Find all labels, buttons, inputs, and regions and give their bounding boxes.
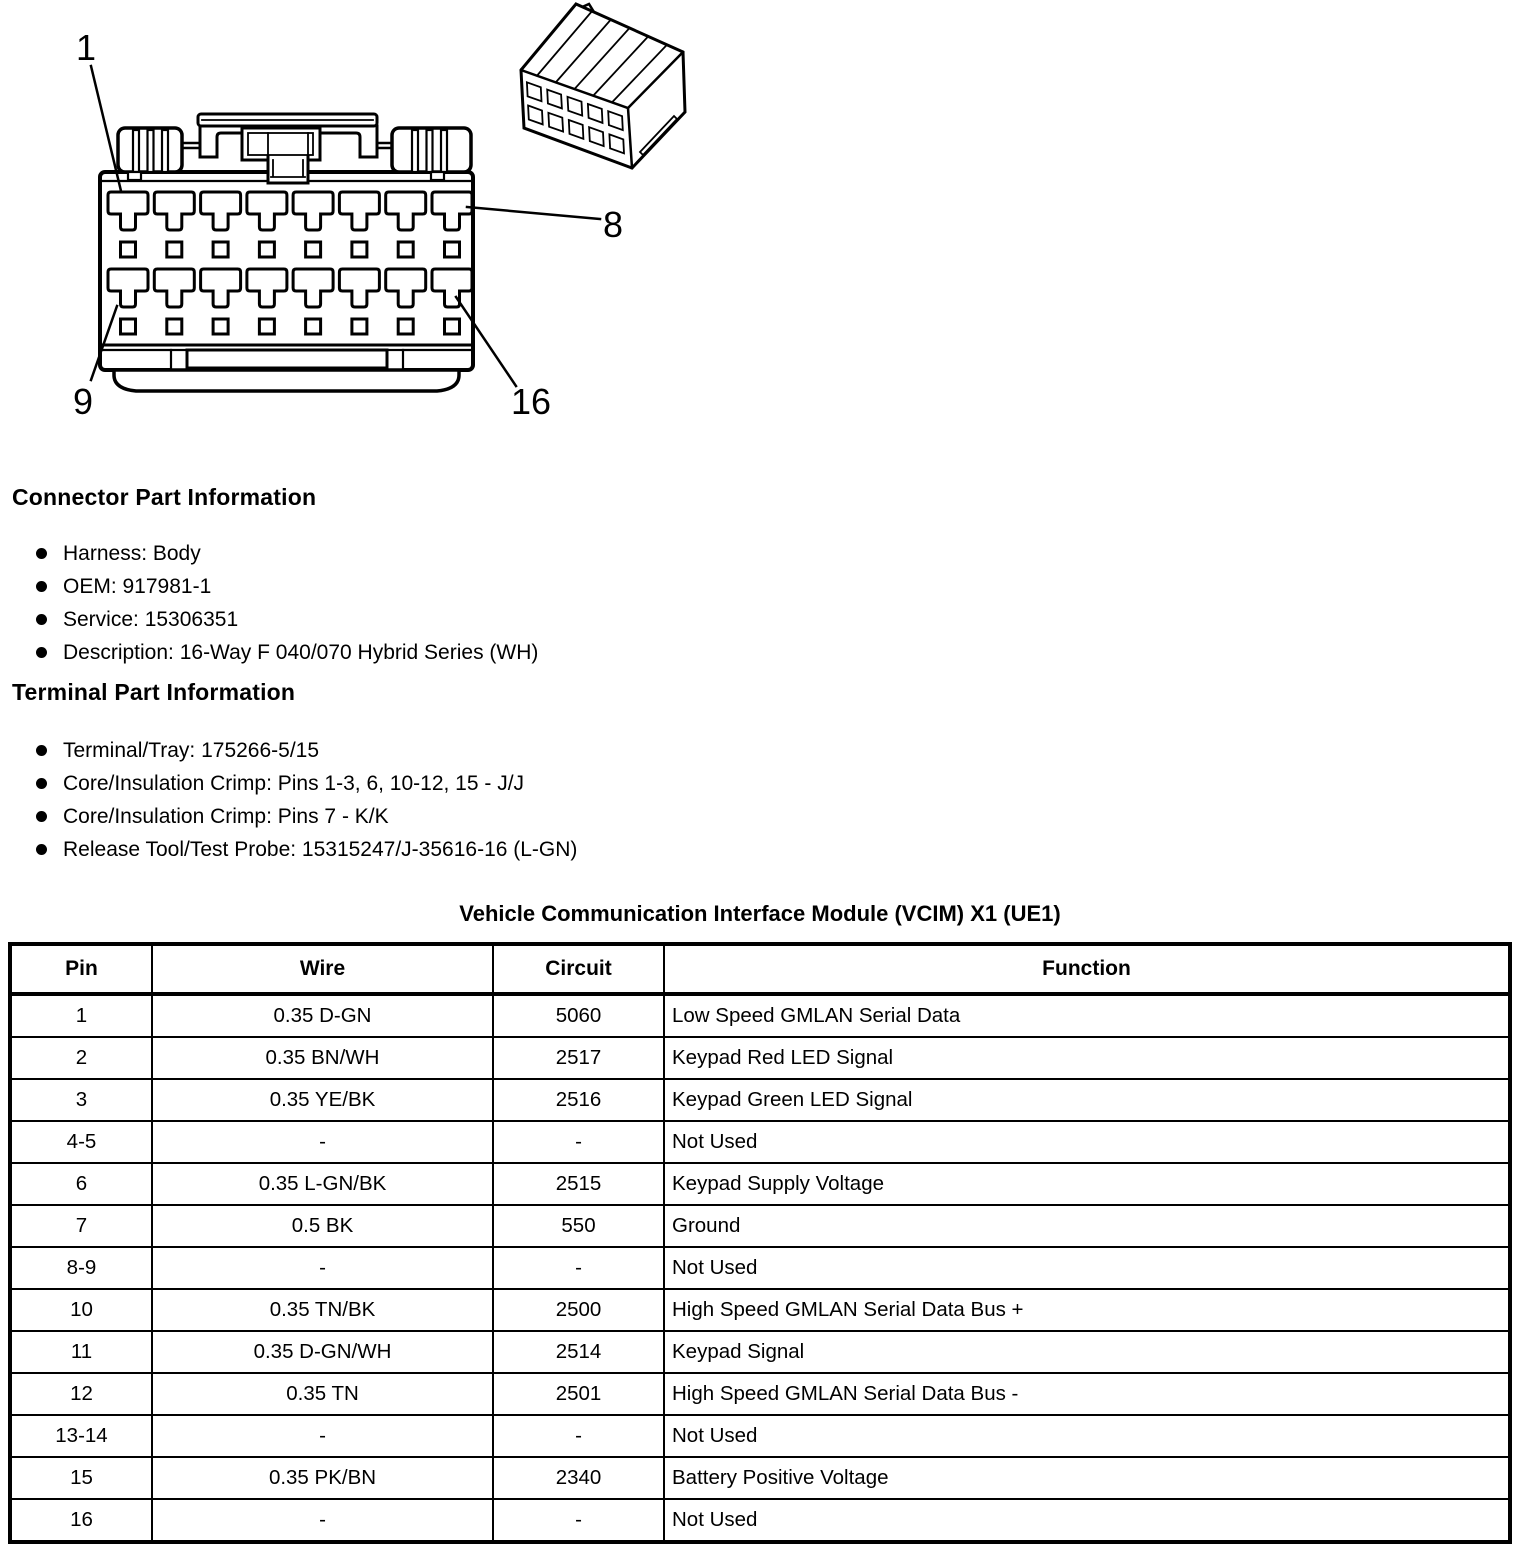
cell-pin: 2: [10, 1037, 152, 1079]
table-title: Vehicle Communication Interface Module (VCIM) X1 (UE1): [459, 901, 1061, 926]
pinout-row: [10, 1205, 1510, 1247]
list-item-text: Service: 15306351: [63, 607, 239, 631]
cell-circuit: 2340: [493, 1457, 664, 1499]
pin-label-16: 16: [510, 381, 552, 422]
cell-circuit: 2515: [493, 1163, 664, 1205]
list-item-text: OEM: 917981-1: [63, 574, 212, 598]
cell-circuit: 2501: [493, 1373, 664, 1415]
cell-wire: 0.35 D-GN/WH: [152, 1331, 493, 1373]
cell-circuit: -: [493, 1499, 664, 1542]
col-header-function: Function: [664, 944, 1510, 994]
cell-wire: -: [152, 1121, 493, 1163]
list-item-text: Core/Insulation Crimp: Pins 7 - K/K: [63, 804, 389, 828]
list-item: [36, 537, 538, 570]
cell-wire: -: [152, 1499, 493, 1542]
cell-pin: 15: [10, 1457, 152, 1499]
header-row: [10, 944, 1510, 994]
pin-label-8: 8: [602, 204, 624, 245]
cell-function: Not Used: [664, 1247, 1510, 1289]
bullet-icon: [36, 811, 47, 822]
col-header-circuit: Circuit: [493, 944, 664, 994]
list-item: [36, 767, 577, 800]
cell-circuit: 2500: [493, 1289, 664, 1331]
cell-function: Not Used: [664, 1121, 1510, 1163]
pinout-row: [10, 1121, 1510, 1163]
connector-part-info-list: [36, 537, 538, 669]
terminal-part-info-heading: Terminal Part Information: [12, 679, 296, 705]
cell-function: High Speed GMLAN Serial Data Bus +: [664, 1289, 1510, 1331]
cell-function: Battery Positive Voltage: [664, 1457, 1510, 1499]
list-item-text: Release Tool/Test Probe: 15315247/J-35616-16 (L-GN): [63, 837, 578, 861]
bottom-lip: [114, 370, 459, 391]
list-item: [36, 734, 577, 767]
bullet-icon: [36, 614, 47, 625]
cell-pin: 4-5: [10, 1121, 152, 1163]
list-item: [36, 833, 577, 866]
list-item: [36, 636, 538, 669]
bullet-icon: [36, 745, 47, 756]
pinout-row: [10, 1415, 1510, 1457]
terminal-part-info-list: [36, 734, 577, 866]
pin-label-9: 9: [72, 381, 94, 422]
col-header-wire: Wire: [152, 944, 493, 994]
cell-function: Not Used: [664, 1415, 1510, 1457]
pinout-row: [10, 1247, 1510, 1289]
cell-function: Not Used: [664, 1499, 1510, 1542]
connector-3d-view: [521, 4, 685, 168]
cell-pin: 8-9: [10, 1247, 152, 1289]
pinout-row: [10, 1289, 1510, 1331]
pinout-row: [10, 1037, 1510, 1079]
cell-pin: 13-14: [10, 1415, 152, 1457]
cell-pin: 16: [10, 1499, 152, 1542]
cell-circuit: 5060: [493, 994, 664, 1037]
cell-wire: 0.35 PK/BN: [152, 1457, 493, 1499]
bullet-icon: [36, 778, 47, 789]
cell-function: Low Speed GMLAN Serial Data: [664, 994, 1510, 1037]
cell-wire: 0.35 TN/BK: [152, 1289, 493, 1331]
list-item-text: Core/Insulation Crimp: Pins 1-3, 6, 10-12, 15 - J/J: [63, 771, 525, 795]
cell-circuit: -: [493, 1121, 664, 1163]
cell-circuit: -: [493, 1247, 664, 1289]
list-item-text: Harness: Body: [63, 541, 201, 565]
cell-pin: 12: [10, 1373, 152, 1415]
cell-circuit: 550: [493, 1205, 664, 1247]
cell-pin: 3: [10, 1079, 152, 1121]
connector-face-view: [100, 114, 473, 391]
cell-circuit: 2517: [493, 1037, 664, 1079]
pinout-row: [10, 1331, 1510, 1373]
cell-function: Ground: [664, 1205, 1510, 1247]
cell-function: Keypad Supply Voltage: [664, 1163, 1510, 1205]
cell-pin: 10: [10, 1289, 152, 1331]
cell-pin: 7: [10, 1205, 152, 1247]
cell-wire: 0.35 L-GN/BK: [152, 1163, 493, 1205]
bullet-icon: [36, 647, 47, 658]
col-header-pin: Pin: [10, 944, 152, 994]
bullet-icon: [36, 548, 47, 559]
pinout-row: [10, 1079, 1510, 1121]
cell-pin: 6: [10, 1163, 152, 1205]
cell-function: High Speed GMLAN Serial Data Bus -: [664, 1373, 1510, 1415]
pinout-row: [10, 1163, 1510, 1205]
cell-wire: 0.35 BN/WH: [152, 1037, 493, 1079]
cell-function: Keypad Signal: [664, 1331, 1510, 1373]
connector-part-info-heading: Connector Part Information: [12, 484, 317, 510]
list-item-text: Description: 16-Way F 040/070 Hybrid Series (WH): [63, 640, 539, 664]
cell-circuit: 2514: [493, 1331, 664, 1373]
cell-wire: 0.35 D-GN: [152, 994, 493, 1037]
list-item: [36, 570, 538, 603]
list-item: [36, 603, 538, 636]
pinout-table-body: [10, 994, 1510, 1542]
pinout-row: [10, 1373, 1510, 1415]
list-item-text: Terminal/Tray: 175266-5/15: [63, 738, 320, 762]
pinout-row: [10, 1457, 1510, 1499]
cell-wire: -: [152, 1247, 493, 1289]
pinout-row: [10, 1499, 1510, 1542]
cell-function: Keypad Green LED Signal: [664, 1079, 1510, 1121]
cell-function: Keypad Red LED Signal: [664, 1037, 1510, 1079]
cell-pin: 1: [10, 994, 152, 1037]
cell-wire: -: [152, 1415, 493, 1457]
cell-circuit: -: [493, 1415, 664, 1457]
pinout-table: [8, 942, 1512, 1544]
connector-pinout-diagram: [0, 0, 760, 430]
cell-circuit: 2516: [493, 1079, 664, 1121]
cell-wire: 0.35 TN: [152, 1373, 493, 1415]
bullet-icon: [36, 581, 47, 592]
cell-wire: 0.5 BK: [152, 1205, 493, 1247]
pin-label-1: 1: [75, 27, 97, 68]
bullet-icon: [36, 844, 47, 855]
pinout-row: [10, 994, 1510, 1037]
cell-pin: 11: [10, 1331, 152, 1373]
list-item: [36, 800, 577, 833]
cell-wire: 0.35 YE/BK: [152, 1079, 493, 1121]
